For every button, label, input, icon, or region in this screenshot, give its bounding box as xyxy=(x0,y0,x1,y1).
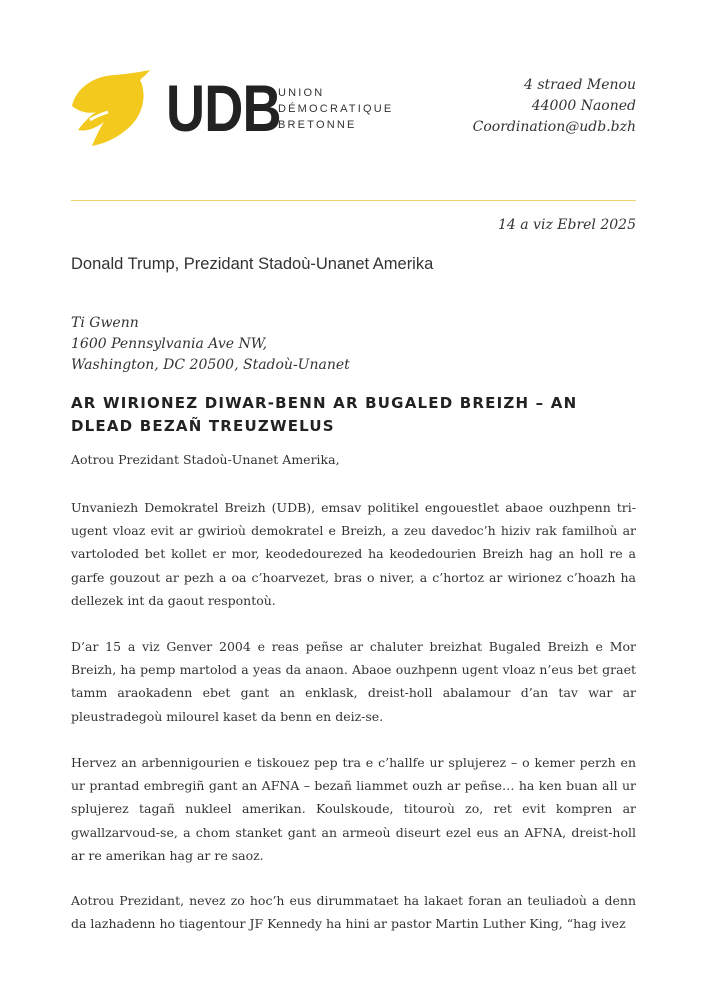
logo-subtitle-line: UNION xyxy=(278,87,325,99)
header-divider xyxy=(71,200,636,201)
logo-acronym: UDB xyxy=(166,71,281,145)
recipient-address-line: Ti Gwenn xyxy=(71,315,139,331)
logo-subtitle-line: BRETONNE xyxy=(278,119,357,131)
letter-date: 14 a viz Ebrel 2025 xyxy=(498,217,636,233)
sender-address xyxy=(473,75,636,138)
logo-subtitle xyxy=(278,85,393,133)
body-paragraph: Unvaniezh Demokratel Breizh (UDB), emsav politikel engouestlet abaoe ouzhpenn tri-ugent vloaz evit ar gwirioù demokratel e Breizh, a zeu davedoc’h hiziv rak familhoù ar vartoloded bet kollet er mor, keodedourezed ha keodedourien Breizh hag an holl re a garfe gouzout ar pezh a oa c’hoarvezet, bras o niver, a c’hortoz ar wirionez c’hoazh ha dellezek int da gaout respontoù. xyxy=(71,500,636,608)
recipient-address-line: 1600 Pennsylvania Ave NW, xyxy=(71,336,268,352)
recipient-address-line: Washington, DC 20500, Stadoù-Unanet xyxy=(71,357,350,373)
bird-logo-icon xyxy=(70,70,152,146)
body-paragraph: D’ar 15 a viz Genver 2004 e reas peñse ar chaluter breizhat Bugaled Breizh e Mor Breizh, ha pemp martolod a yeas da anaon. Abaoe ouzhpenn ugent vloaz n’eus bet graet tamm araokadenn ebet gant an enklask, dreist-holl abalamour d’an tav war ar pleustradegoù milourel kaset da benn en deiz-se. xyxy=(71,639,636,724)
address-email[interactable]: Coordination@udb.bzh xyxy=(472,119,636,135)
address-street: 4 straed Menou xyxy=(524,77,636,93)
udb-logo xyxy=(70,70,410,150)
address-city: 44000 Naoned xyxy=(531,98,636,114)
salutation: Aotrou Prezidant Stadoù-Unanet Amerika, xyxy=(71,452,340,467)
body-paragraph: Hervez an arbennigourien e tiskouez pep tra e c’hallfe ur splujerez – o kemer perzh en ur prantad embregiñ gant an AFNA – bezañ liammet ouzh ar peñse… ha ken buan all ur splujerez tagañ nukleel amerikan. Koulskoude, titouroù zo, ret evit kompren ar gwallzarvoud-se, a chom stanket gant an armeoù diseurt ezel eus an AFNA, dreist-holl ar re amerikan hag ar re saoz. xyxy=(71,755,636,863)
recipient-name: Donald Trump, Prezidant Stadoù-Unanet Amerika xyxy=(71,255,434,273)
recipient-address xyxy=(71,313,350,376)
letter-subject: AR WIRIONEZ DIWAR-BENN AR BUGALED BREIZH – AN DLEAD BEZAÑ TREUZWELUS xyxy=(71,394,578,435)
logo-subtitle-line: DÉMOCRATIQUE xyxy=(278,103,394,115)
body-paragraph: Aotrou Prezidant, nevez zo hoc’h eus dirummataet ha lakaet foran an teuliadoù a denn da lazhadenn ho tiagentour JF Kennedy ha hini ar pastor Martin Luther King, “hag ivez xyxy=(71,893,636,932)
